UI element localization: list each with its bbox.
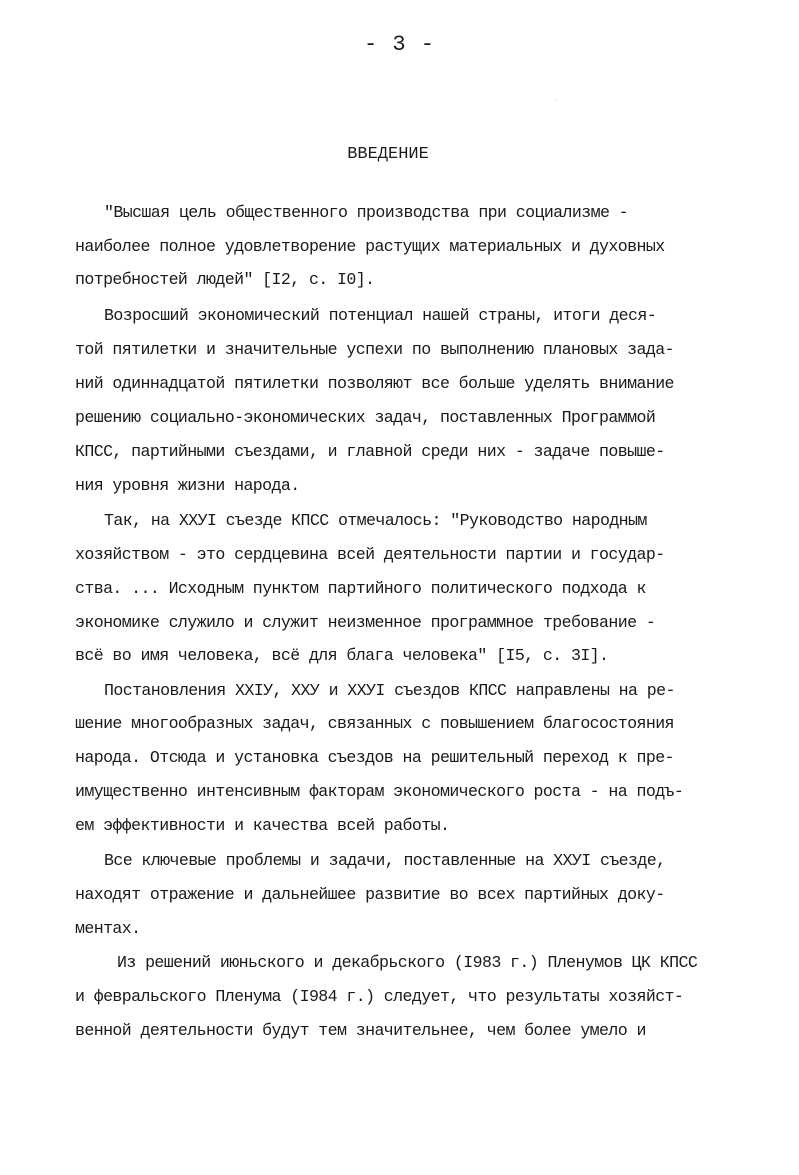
text-line: ний одиннадцатой пятилетки позволяют все больше уделять внимание (75, 374, 674, 393)
text-line: Все ключевые проблемы и задачи, поставленные на ХХУI съезде, (104, 851, 666, 870)
text-line: ментах. (75, 919, 141, 938)
text-line: ем эффективности и качества всей работы. (75, 816, 450, 835)
text-line: "Высшая цель общественного производства при социализме - (104, 203, 629, 222)
text-line: находят отражение и дальнейшее развитие во всех партийных доку- (75, 885, 665, 904)
text-line: Возросший экономический потенциал нашей страны, итоги деся- (104, 306, 657, 325)
page-number: - 3 - (363, 32, 435, 57)
text-line: имущественно интенсивным факторам экономического роста - на подъ- (75, 782, 684, 801)
text-line: шение многообразных задач, связанных с повышением благосостояния (75, 714, 674, 733)
text-line: решению социально-экономических задач, поставленных Программой (75, 408, 656, 427)
scan-speck (556, 100, 557, 101)
text-line: и февральского Пленума (I984 г.) следует, что результаты хозяйст- (75, 987, 684, 1006)
text-line: народа. Отсюда и установка съездов на решительный переход к пре- (75, 748, 674, 767)
text-line: потребностей людей" [I2, с. I0]. (75, 270, 375, 289)
text-line: Так, на ХХУI съезде КПСС отмечалось: "Руководство народным (104, 511, 647, 530)
text-line: ства. ... Исходным пунктом партийного политического подхода к (75, 579, 646, 598)
text-line: венной деятельности будут тем значительнее, чем более умело и (75, 1021, 646, 1040)
text-line: наиболее полное удовлетворение растущих материальных и духовных (75, 237, 665, 256)
text-line: той пятилетки и значительные успехи по выполнению плановых зада- (75, 340, 674, 359)
text-line: ния уровня жизни народа. (75, 476, 300, 495)
text-line: хозяйством - это сердцевина всей деятельности партии и государ- (75, 545, 665, 564)
text-line: экономике служило и служит неизменное программное требование - (75, 613, 656, 632)
section-heading: ВВЕДЕНИЕ (347, 145, 429, 164)
text-line: КПСС, партийными съездами, и главной среди них - задаче повыше- (75, 442, 665, 461)
text-line: Постановления ХХIУ, ХХУ и ХХУI съездов КПСС направлены на ре- (104, 681, 675, 700)
text-line: всё во имя человека, всё для блага человека" [I5, с. 3I]. (75, 646, 609, 665)
text-line: Из решений июньского и декабрьского (I983 г.) Пленумов ЦК КПСС (117, 953, 698, 972)
